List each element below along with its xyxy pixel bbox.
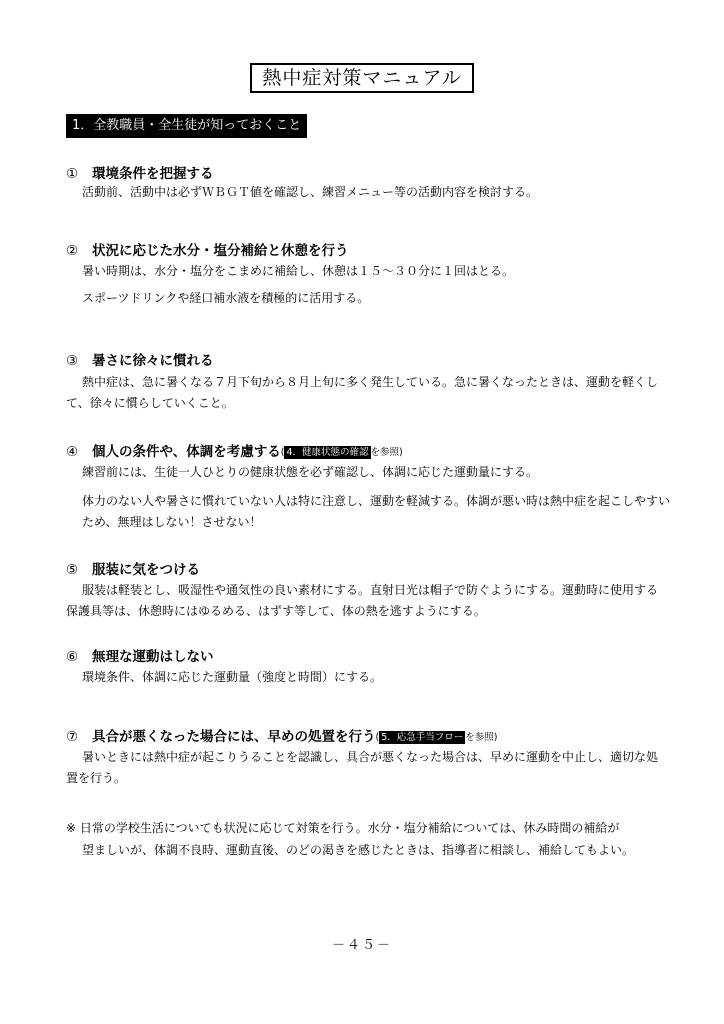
- item-4-title: 個人の条件や、体調を考慮する: [92, 444, 281, 460]
- item-5-heading: [66, 561, 200, 579]
- page-number: －４５－: [331, 938, 392, 953]
- item-3-title: 暑さに徐々に慣れる: [92, 353, 214, 369]
- item-3-line-1: 熱中症は、急に暑くなる７月下旬から８月上旬に多く発生している。急に暑くなったときは、運動を軽くして、徐々に慣らしていくこと。: [66, 375, 659, 410]
- item-1-body: [66, 182, 678, 203]
- item-1-line-1: 活動前、活動中は必ずＷＢＧＴ値を確認し、練習メニュー等の活動内容を検討する。: [82, 185, 539, 199]
- item-7-body: [66, 747, 662, 789]
- item-7-title: 具合が悪くなった場合には、早めの処置を行う: [92, 729, 376, 745]
- item-3-number: ③: [66, 353, 79, 369]
- item-4-heading: [66, 443, 403, 462]
- item-4-line-1: 練習前には、生徒一人ひとりの健康状態を必ず確認し、体調に応じた運動量にする。: [82, 465, 539, 479]
- item-1-title: 環境条件を把握する: [92, 166, 214, 182]
- item-7-line-1: 暑いときには熱中症が起こりうることを認識し、具合が悪くなった場合は、早めに運動を中止し、適切な処置を行う。: [66, 750, 659, 785]
- item-2-body: [66, 261, 678, 309]
- item-7-reference: ( 5．応急手当フロー を参照): [375, 732, 498, 743]
- item-6-number: ⑥: [66, 649, 79, 665]
- item-6-line-1: 環境条件、体調に応じた運動量（強度と時間）にする。: [82, 670, 383, 684]
- item-3-heading: [66, 352, 214, 370]
- item-7-number: ⑦: [66, 729, 79, 745]
- document-title: 熱中症対策マニュアル: [250, 63, 474, 93]
- item-4-number: ④: [66, 444, 79, 460]
- first-aid-flow-reference-link: 5．応急手当フロー: [381, 732, 464, 743]
- item-7-heading: [66, 728, 497, 747]
- item-2-title: 状況に応じた水分・塩分補給と休憩を行う: [92, 243, 349, 259]
- item-2-line-2: スポーツドリンクや経口補水液を積極的に活用する。: [82, 291, 370, 305]
- item-5-title: 服装に気をつける: [92, 562, 200, 578]
- item-2-number: ②: [66, 243, 79, 259]
- item-4-body: [66, 462, 678, 533]
- item-4-reference: ( 4．健康状態の確認 を参照): [280, 447, 403, 458]
- item-3-body: [66, 372, 662, 414]
- item-6-heading: [66, 648, 214, 666]
- note-line-1: ※ 日常の学校生活についても状況に応じて対策を行う。水分・塩分補給については、休み時間の補給が: [66, 821, 620, 835]
- item-5-number: ⑤: [66, 562, 79, 578]
- item-2-line-1: 暑い時期は、水分・塩分をこまめに補給し、休憩は１５～３０分に１回はとる。: [82, 264, 515, 278]
- section-heading: 1．全教職員・全生徒が知っておくこと: [66, 114, 307, 138]
- item-6-body: [66, 667, 678, 688]
- note-mark: ※: [66, 821, 77, 835]
- item-5-line-1: 服装は軽装とし、吸湿性や通気性の良い素材にする。直射日光は帽子で防ぐようにする。運動時に使用する保護具等は、休憩時にはゆるめる、はずす等して、体の熱を逃すようにする。: [66, 583, 659, 618]
- item-5-body: [66, 580, 662, 622]
- health-check-reference-link: 4．健康状態の確認: [286, 447, 369, 458]
- note-line-2: 望ましいが、体調不良時、運動直後、のどの渇きを感じたときは、指導者に相談し、補給してもよい。: [82, 843, 635, 857]
- note-block: [66, 817, 666, 861]
- item-2-heading: [66, 242, 349, 260]
- item-1-heading: [66, 165, 214, 183]
- item-1-number: ①: [66, 166, 79, 182]
- item-6-title: 無理な運動はしない: [92, 649, 214, 665]
- item-4-line-2: 体力のない人や暑さに慣れていない人は特に注意し、運動を軽減する。体調が悪い時は熱中症を起こしやすいため、無理はしない！させない！: [82, 494, 671, 529]
